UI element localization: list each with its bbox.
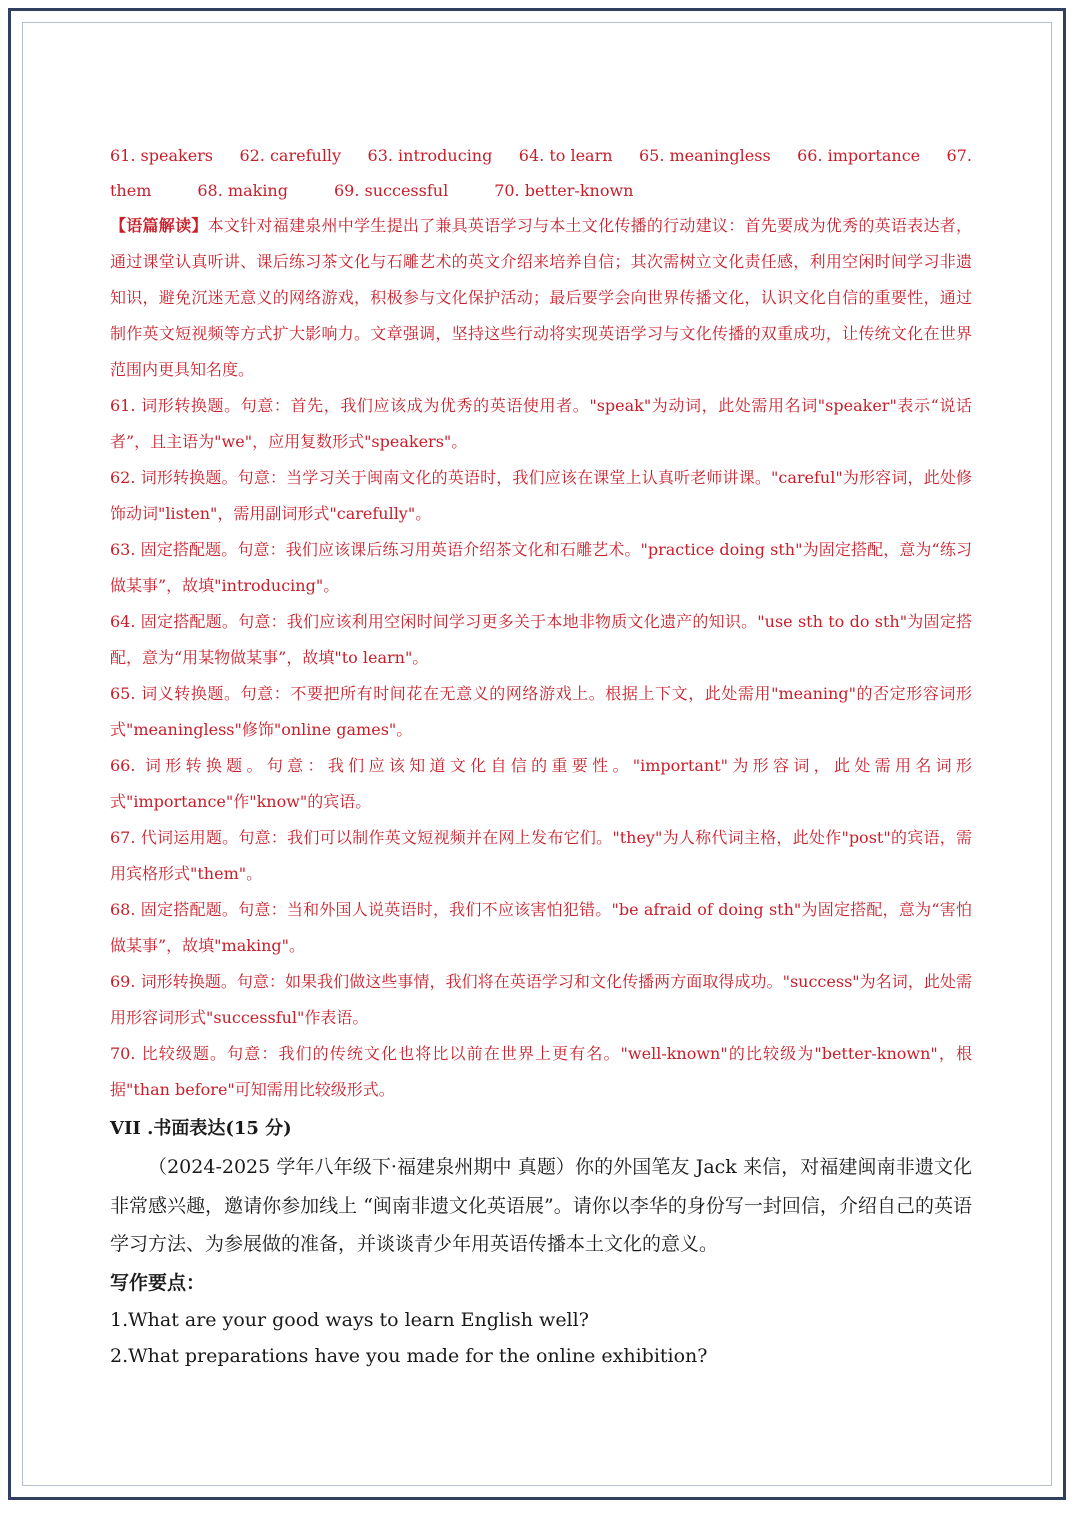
explanation-63: 63. 固定搭配题。句意：我们应该课后练习用英语介绍茶文化和石雕艺术。"practice doing sth"为固定搭配，意为“练习做某事”，故填"introducing"。 (110, 540, 972, 595)
passage-analysis (110, 208, 972, 388)
answer-key (110, 138, 972, 208)
explanation-68: 68. 固定搭配题。句意：当和外国人说英语时，我们不应该害怕犯错。"be afraid of doing sth"为固定搭配，意为“害怕做某事”，故填"making"。 (110, 900, 972, 955)
answer-65: 65. meaningless (638, 146, 771, 165)
answer-62: 62. carefully (239, 146, 342, 165)
explanation-66: 66. 词形转换题。句意：我们应该知道文化自信的重要性。"important"为形容词，此处需用名词形式"importance"作"know"的宾语。 (110, 756, 972, 811)
answer-67: them (110, 181, 152, 200)
writing-points-heading: 写作要点： (110, 1271, 206, 1294)
writing-question-2: 2.What preparations have you made for the online exhibition? (110, 1344, 708, 1367)
section-heading: VII .书面表达(15 分) (110, 1118, 292, 1139)
analysis-label: 【语篇解读】 (110, 216, 208, 235)
explanation-65: 65. 词义转换题。句意：不要把所有时间花在无意义的网络游戏上。根据上下文，此处需用"meaning"的否定形容词形式"meaningless"修饰"online games"。 (110, 684, 972, 739)
writing-prompt: （2024-2025 学年八年级下·福建泉州期中 真题）你的外国笔友 Jack 来信，对福建闽南非遗文化非常感兴趣，邀请你参加线上 “闽南非遗文化英语展”。请你以李华的身份写一封回信，介绍自己的英语学习方法、为参展做的准备，并谈谈青少年用英语传播本土文化的意义。 (110, 1156, 972, 1255)
writing-question-1: 1.What are your good ways to learn English well? (110, 1308, 589, 1331)
answer-69: 69. successful (333, 181, 449, 200)
explanation-61: 61. 词形转换题。句意：首先，我们应该成为优秀的英语使用者。"speak"为动词，此处需用名词"speaker"表示“说话者”，且主语为"we"，应用复数形式"speakers"。 (110, 396, 972, 451)
answer-68: 68. making (197, 181, 288, 200)
explanation-69: 69. 词形转换题。句意：如果我们做这些事情，我们将在英语学习和文化传播两方面取得成功。"success"为名词，此处需用形容词形式"successful"作表语。 (110, 972, 972, 1027)
explanation-64: 64. 固定搭配题。句意：我们应该利用空闲时间学习更多关于本地非物质文化遗产的知识。"use sth to do sth"为固定搭配，意为“用某物做某事”，故填"to learn"。 (110, 612, 972, 667)
answer-key-line-1 (110, 138, 972, 173)
answer-70: 70. better-known (494, 181, 634, 200)
answer-63: 63. introducing (367, 146, 493, 165)
answer-67-number: 67. (946, 146, 972, 165)
answer-66: 66. importance (797, 146, 921, 165)
answer-key-line-2 (110, 173, 972, 208)
explanation-list (110, 388, 972, 1108)
explanation-70: 70. 比较级题。句意：我们的传统文化也将比以前在世界上更有名。"well-known"的比较级为"better-known"，根据"than before"可知需用比较级形式。 (110, 1044, 972, 1099)
document-content (110, 138, 972, 1374)
analysis-text: 本文针对福建泉州中学生提出了兼具英语学习与本土文化传播的行动建议：首先要成为优秀的英语表达者，通过课堂认真听讲、课后练习茶文化与石雕艺术的英文介绍来培养自信；其次需树立文化责任感，利用空闲时间学习非遗知识，避免沉迷无意义的网络游戏，积极参与文化保护活动；最后要学会向世界传播文化，认识文化自信的重要性，通过制作英文短视频等方式扩大影响力。文章强调，坚持这些行动将实现英语学习与文化传播的双重成功，让传统文化在世界范围内更具知名度。 (110, 216, 972, 379)
explanation-62: 62. 词形转换题。句意：当学习关于闽南文化的英语时，我们应该在课堂上认真听老师讲课。"careful"为形容词，此处修饰动词"listen"，需用副词形式"carefully"。 (110, 468, 972, 523)
answer-64: 64. to learn (518, 146, 613, 165)
answer-61: 61. speakers (110, 146, 214, 165)
explanation-67: 67. 代词运用题。句意：我们可以制作英文短视频并在网上发布它们。"they"为人称代词主格，此处作"post"的宾语，需用宾格形式"them"。 (110, 828, 972, 883)
